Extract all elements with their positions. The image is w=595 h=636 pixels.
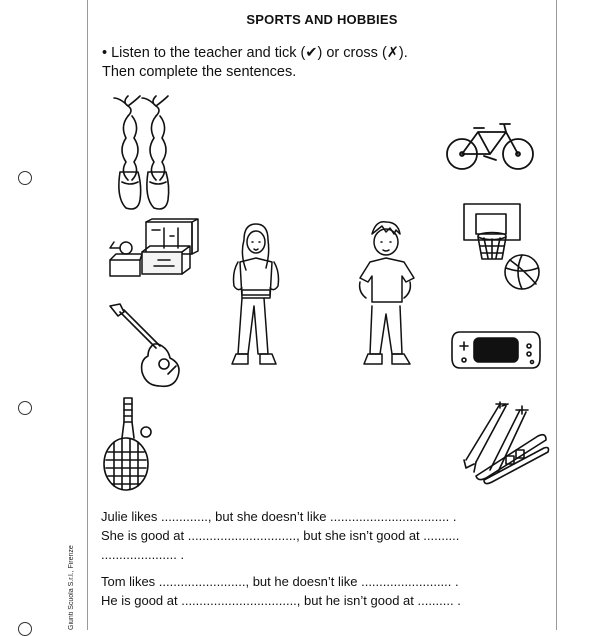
instruction-line-2: Then complete the sentences.: [102, 64, 297, 80]
tennis-racket-icon: [100, 396, 160, 494]
game-console-icon: [450, 326, 542, 374]
punch-hole-bottom: [18, 622, 32, 636]
sentence-julie-2: She is good at .............................., but she isn’t good at ..........: [101, 528, 460, 543]
sentence-tom-2: He is good at ................................, but he isn’t good at .......... .: [101, 593, 461, 608]
worksheet-page: [87, 0, 557, 630]
sentence-julie-1: Julie likes ............., but she doesn’t like ................................. .: [101, 509, 457, 524]
instructions: [102, 44, 408, 82]
punch-hole-middle: [18, 401, 32, 415]
sentence-julie-3: ..................... .: [101, 547, 185, 562]
publisher-credit: Giunti Scuola S.r.l., Firenze: [68, 545, 75, 630]
punch-hole-top: [18, 171, 32, 185]
page-title: SPORTS AND HOBBIES: [246, 12, 398, 27]
boy-tom-icon: [350, 220, 420, 374]
ballet-shoes-icon: [108, 92, 178, 212]
instruction-line-1: • Listen to the teacher and tick (✔) or cross (✗).: [102, 45, 408, 61]
basketball-icon: [460, 200, 544, 296]
bicycle-icon: [444, 118, 536, 172]
toys-icon: [106, 218, 200, 282]
girl-julie-icon: [226, 222, 286, 374]
guitar-icon: [106, 302, 192, 390]
sentence-tom-1: Tom likes ........................, but he doesn’t like ......................... .: [101, 574, 459, 589]
skis-icon: [460, 400, 550, 486]
